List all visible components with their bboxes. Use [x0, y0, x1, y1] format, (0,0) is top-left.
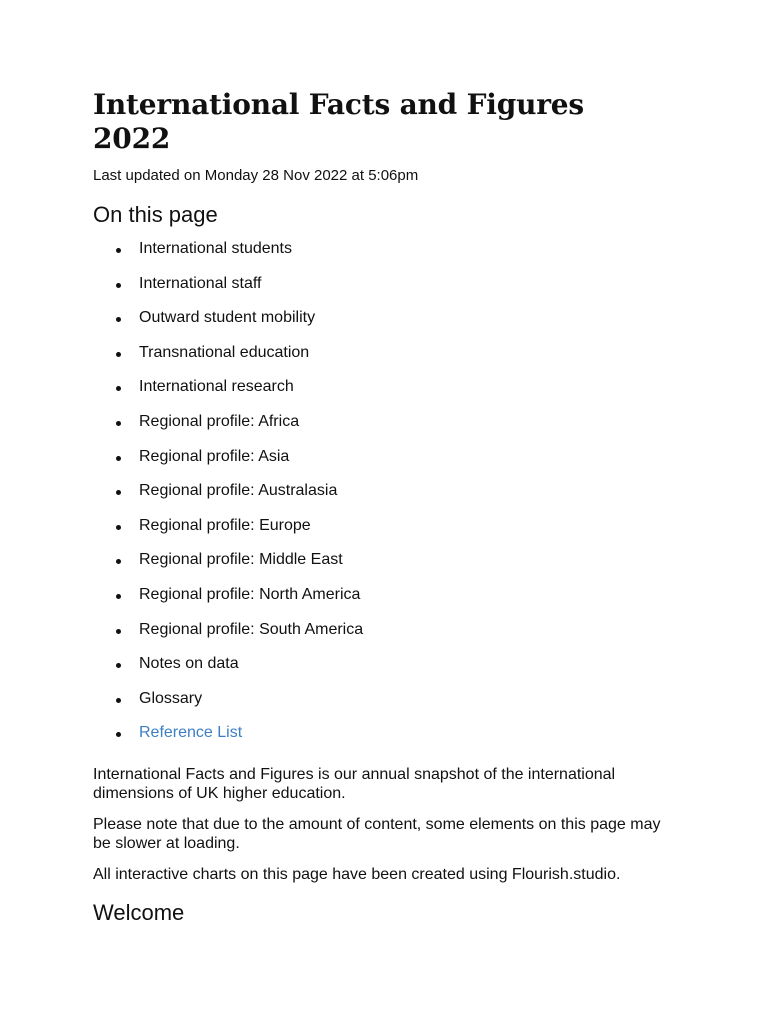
bullet-icon: [116, 525, 121, 530]
bullet-icon: [116, 698, 121, 703]
toc-item-label: Regional profile: Australasia: [139, 482, 338, 500]
bullet-icon: [116, 456, 121, 461]
last-updated-text: Last updated on Monday 28 Nov 2022 at 5:06pm: [93, 167, 419, 184]
toc-item-international-staff: [93, 275, 675, 310]
bullet-icon: [116, 663, 121, 668]
toc-item-label: International staff: [139, 274, 262, 292]
reference-list-link[interactable]: Reference List: [139, 724, 243, 742]
bullet-icon: [116, 317, 121, 322]
toc-item-notes-on-data: [93, 655, 675, 690]
toc-item-reference-list: [93, 724, 675, 759]
toc-item-regional-asia: [93, 448, 675, 483]
toc-item-regional-australasia: [93, 482, 675, 517]
page-title: International Facts and Figures 2022: [93, 88, 584, 155]
bullet-icon: [116, 248, 121, 253]
toc-item-international-students: [93, 240, 675, 275]
toc-item-label: Notes on data: [139, 655, 239, 673]
flourish-note-paragraph: All interactive charts on this page have been created using Flourish.studio.: [93, 865, 621, 883]
toc-item-label: International students: [139, 240, 292, 257]
bullet-icon: [116, 629, 121, 634]
toc-item-label: Glossary: [139, 689, 203, 707]
toc-item-regional-middle-east: [93, 551, 675, 586]
toc-item-label: Regional profile: South America: [139, 620, 364, 638]
bullet-icon: [116, 559, 121, 564]
toc-item-regional-north-america: [93, 586, 675, 621]
toc-item-glossary: [93, 690, 675, 725]
toc-item-outward-student-mobility: [93, 309, 675, 344]
bullet-icon: [116, 421, 121, 426]
bullet-icon: [116, 732, 121, 737]
bullet-icon: [116, 490, 121, 495]
toc-item-regional-south-america: [93, 621, 675, 656]
toc-item-label: Regional profile: Middle East: [139, 551, 343, 569]
loading-note-paragraph: Please note that due to the amount of content, some elements on this page may be slower at loading.: [93, 815, 661, 852]
bullet-icon: [116, 386, 121, 391]
toc-item-label: Regional profile: Europe: [139, 516, 311, 534]
intro-paragraph: International Facts and Figures is our annual snapshot of the international dimensions of UK higher education.: [93, 765, 616, 802]
toc-item-label: Outward student mobility: [139, 309, 316, 327]
toc-item-label: Regional profile: North America: [139, 585, 361, 603]
bullet-icon: [116, 283, 121, 288]
table-of-contents: [93, 240, 675, 759]
toc-item-transnational-education: [93, 344, 675, 379]
bullet-icon: [116, 352, 121, 357]
toc-item-label: International research: [139, 378, 294, 396]
on-this-page-heading: On this page: [93, 202, 218, 227]
toc-item-regional-africa: [93, 413, 675, 448]
toc-item-label: Regional profile: Asia: [139, 447, 290, 465]
toc-item-label: Regional profile: Africa: [139, 412, 300, 430]
welcome-heading: Welcome: [93, 899, 185, 925]
toc-item-international-research: [93, 378, 675, 413]
bullet-icon: [116, 594, 121, 599]
toc-item-label: Transnational education: [139, 343, 310, 361]
toc-item-regional-europe: [93, 517, 675, 552]
